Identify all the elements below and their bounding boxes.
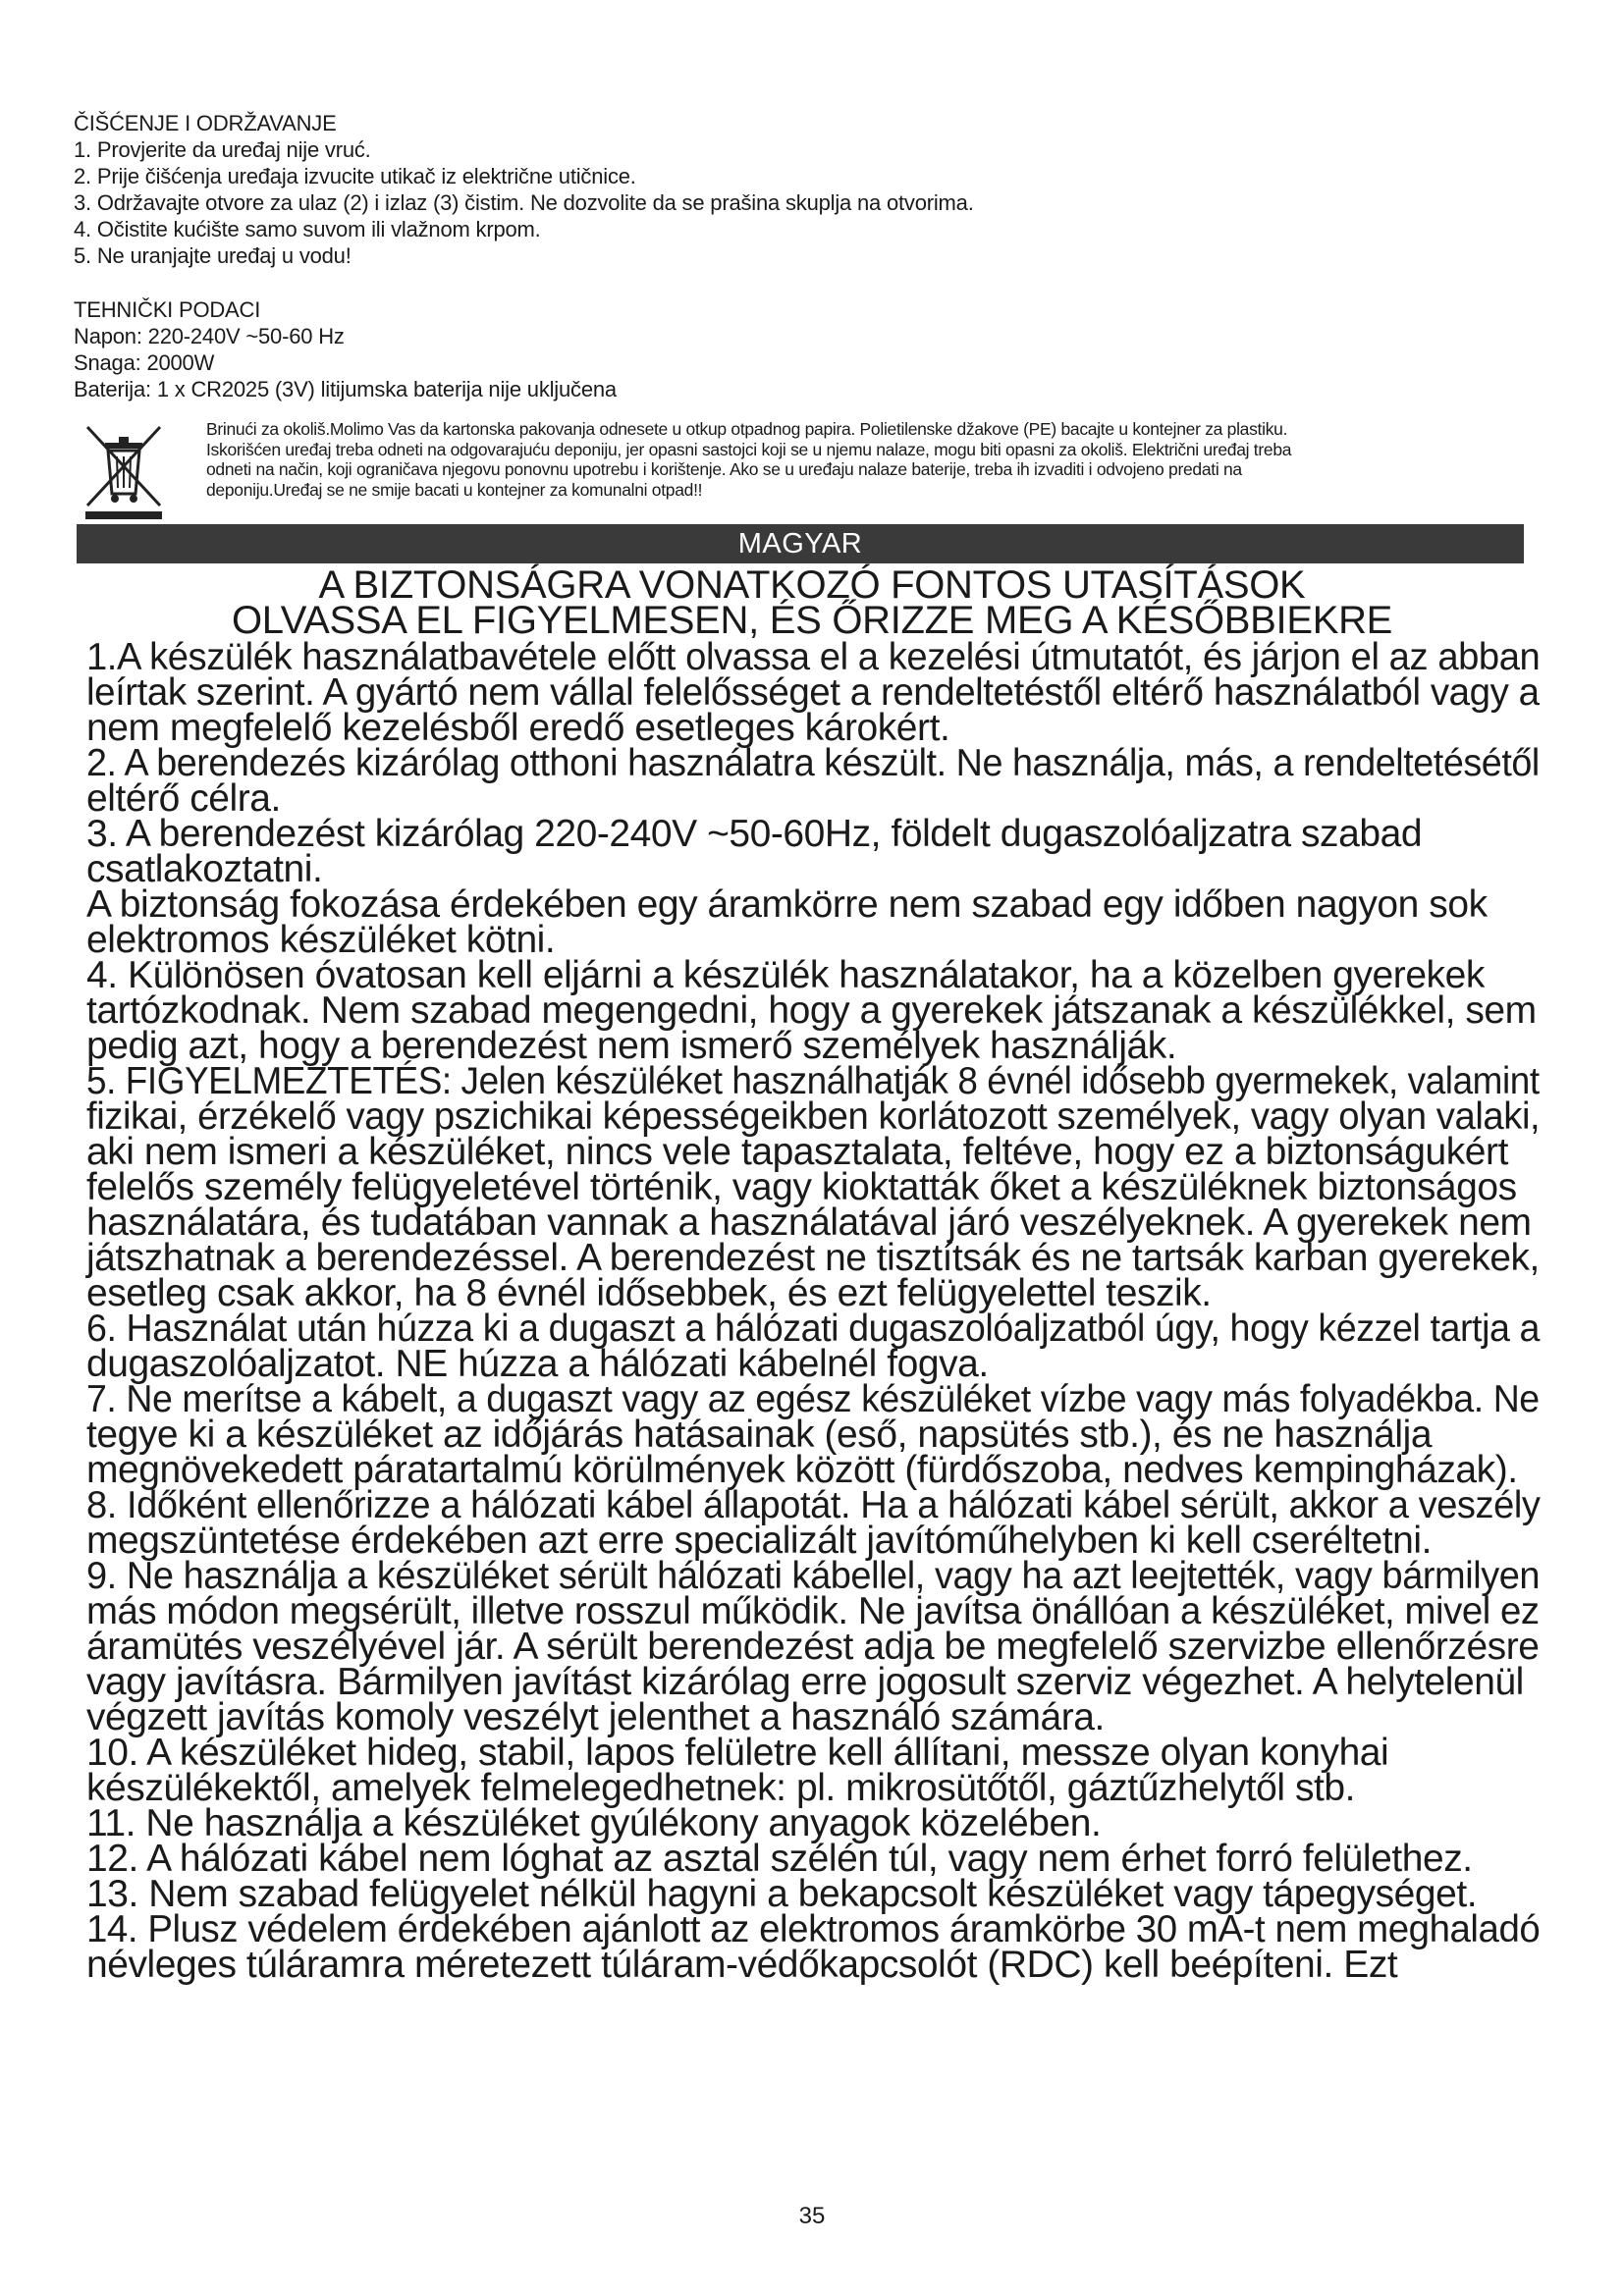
instruction-line: leírtak szerint. A gyártó nem vállal felelősséget a rendeltetéstől eltérő használatból vagy a bbox=[86, 671, 1540, 714]
page-number: 35 bbox=[798, 2203, 826, 2229]
instruction-line: más módon megsérült, illetve rosszul működik. Ne javítsa önállóan a készüléket, mivel ez bbox=[86, 1590, 1540, 1632]
instruction-line: használatára, és tudatában vannak a használatával járó veszélyeknek. A gyerekek nem bbox=[86, 1201, 1532, 1244]
instruction-line: 8. Időként ellenőrizze a hálózati kábel állapotát. Ha a hálózati kábel sérült, akkor a veszély bbox=[86, 1484, 1541, 1526]
instruction-line: aki nem ismeri a készüléket, nincs vele tapasztalata, feltéve, hogy ez a biztonságukért bbox=[86, 1131, 1508, 1173]
instruction-line: 10. A készüléket hideg, stabil, lapos felületre kell állítani, messze olyan konyhai bbox=[86, 1732, 1389, 1774]
language-header-bar: MAGYAR bbox=[77, 524, 1524, 563]
cleaning-line: 3. Održavajte otvore za ulaz (2) i izlaz (3) čistim. Ne dozvolite da se prašina skuplja na otvorima. bbox=[74, 190, 974, 215]
tech-line: Snaga: 2000W bbox=[74, 350, 215, 375]
instruction-line: tartózkodnak. Nem szabad megengedni, hogy a gyerekek játszanak a készülékkel, sem bbox=[86, 989, 1537, 1032]
instruction-line: A biztonság fokozása érdekében egy áramkörre nem szabad egy időben nagyon sok bbox=[86, 883, 1488, 926]
instruction-line: 3. A berendezést kizárólag 220-240V ~50-60Hz, földelt dugaszolóaljzatra szabad bbox=[86, 813, 1423, 855]
instruction-line: 12. A hálózati kábel nem lóghat az asztal szélén túl, vagy nem érhet forró felülethez. bbox=[86, 1838, 1473, 1880]
instruction-line: 4. Különösen óvatosan kell eljárni a készülék használatakor, ha a közelben gyerekek bbox=[86, 954, 1485, 996]
tech-line: Napon: 220-240V ~50-60 Hz bbox=[74, 324, 345, 348]
instruction-line: 9. Ne használja a készüléket sérült hálózati kábellel, vagy ha azt leejtették, vagy bármilyen bbox=[86, 1555, 1541, 1597]
instruction-line: esetleg csak akkor, ha 8 évnél idősebbek, és ezt felügyelettel teszik. bbox=[86, 1272, 1212, 1314]
tech-title: TEHNIČKI PODACI bbox=[74, 297, 261, 322]
cleaning-line: 4. Očistite kućište samo suvom ili vlažnom krpom. bbox=[74, 217, 541, 241]
instruction-line: végzett javítás komoly veszélyt jelenthet a használó számára. bbox=[86, 1696, 1105, 1738]
tech-line: Baterija: 1 x CR2025 (3V) litijumska baterija nije uključena bbox=[74, 377, 617, 401]
instruction-line: elektromos készüléket kötni. bbox=[86, 919, 556, 961]
instruction-line: 6. Használat után húzza ki a dugaszt a hálózati dugaszolóaljzatból úgy, hogy kézzel tartja a bbox=[86, 1308, 1541, 1350]
technical-data-section bbox=[74, 296, 1527, 402]
instruction-line: eltérő célra. bbox=[86, 777, 281, 820]
instruction-line: 11. Ne használja a készüléket gyúlékony anyagok közelében. bbox=[86, 1802, 1102, 1844]
instruction-line: csatlakoztatni. bbox=[86, 848, 323, 890]
instruction-line: megszüntetése érdekében azt erre specializált javítóműhelyben ki kell cseréltetni. bbox=[86, 1520, 1432, 1562]
instruction-line: 2. A berendezés kizárólag otthoni használatra készült. Ne használja, más, a rendeltetésétől bbox=[86, 742, 1540, 784]
instruction-line: 14. Plusz védelem érdekében ajánlott az elektromos áramkörbe 30 mA-t nem meghaladó bbox=[86, 1908, 1541, 1950]
instruction-line: megnövekedett páratartalmú körülmények között (fürdőszoba, nedves kempingházak). bbox=[86, 1449, 1518, 1491]
instruction-line: 5. FIGYELMEZTETÉS: Jelen készüléket használhatják 8 évnél idősebb gyermekek, valamint bbox=[86, 1060, 1540, 1102]
instruction-line: 13. Nem szabad felügyelet nélkül hagyni a bekapcsolt készüléket vagy tápegységet. bbox=[86, 1873, 1478, 1915]
cleaning-line: 5. Ne uranjajte uređaj u vodu! bbox=[74, 243, 352, 268]
instruction-line: játszhatnak a berendezéssel. A berendezést ne tisztítsák és ne tartsák karban gyerekek, bbox=[86, 1237, 1540, 1279]
instruction-line: vagy javításra. Bármilyen javítást kizárólag erre jogosult szerviz végezhet. A helytelenül bbox=[86, 1661, 1524, 1703]
cleaning-line: 1. Provjerite da uređaj nije vruć. bbox=[74, 137, 371, 162]
instruction-line: tegye ki a készüléket az időjárás hatásainak (eső, napsütés stb.), és ne használja bbox=[86, 1414, 1433, 1456]
instruction-line: pedig azt, hogy a berendezést nem ismerő személyek használják. bbox=[86, 1025, 1177, 1067]
safety-title bbox=[59, 563, 1565, 642]
disposal-line: Brinući za okoliš.Molimo Vas da kartonska pakovanja odnesete u otkup otpadnog papira. Polietilenske džakove (PE) bacajte u kontejner za plastiku. bbox=[206, 419, 1288, 439]
instruction-line: fizikai, érzékelő vagy pszichikai képességeikben korlátozott személyek, vagy olyan valaki, bbox=[86, 1095, 1541, 1138]
instruction-line: névleges túláramra méretezett túláram-védőkapcsolót (RDC) kell beépíteni. Ezt bbox=[86, 1944, 1398, 1986]
crossed-out-wheelie-bin-icon bbox=[80, 421, 168, 519]
disposal-line: Iskorišćen uređaj treba odneti na odgovarajuću deponiju, jer opasni sastojci koji se u njemu nalaze, mogu biti opasni za okoliš. Električni uređaj treba bbox=[206, 439, 1292, 459]
cleaning-line: 2. Prije čišćenja uređaja izvucite utikač iz električne utičnice. bbox=[74, 164, 636, 188]
instruction-line: áramütés veszélyével jár. A sérült berendezést adja be megfelelő szervizbe ellenőrzésre bbox=[86, 1626, 1540, 1668]
instruction-line: nem megfelelő kezelésből eredő esetleges károkért. bbox=[86, 707, 950, 749]
safety-title-line-2: OLVASSA EL FIGYELMESEN, ÉS ŐRIZZE MEG A KÉSŐBBIEKRE bbox=[231, 599, 1393, 642]
disposal-section bbox=[74, 417, 1527, 520]
instruction-line: dugaszolóaljzatot. NE húzza a hálózati kábelnél fogva. bbox=[86, 1343, 989, 1385]
instruction-line: felelős személy felügyeletével történik, vagy kioktatták őket a készüléknek biztonságos bbox=[86, 1166, 1517, 1208]
instruction-line: 7. Ne merítse a kábelt, a dugaszt vagy az egész készüléket vízbe vagy más folyadékba. Ne bbox=[86, 1378, 1540, 1420]
disposal-text bbox=[206, 419, 1527, 500]
cleaning-title: ČIŠĆENJE I ODRŽAVANJE bbox=[74, 111, 337, 135]
instruction-line: készülékektől, amelyek felmelegedhetnek: pl. mikrosütőtől, gáztűzhelytől stb. bbox=[86, 1767, 1356, 1809]
safety-instructions bbox=[86, 636, 1541, 1986]
disposal-line: odneti na način, koji ograničava njegovu ponovnu upotrebu i korištenje. Ako se u uređaju nalaze baterije, treba ih izvaditi i odvojeno predati na bbox=[206, 459, 1242, 479]
instruction-line: 1.A készülék használatbavétele előtt olvassa el a kezelési útmutatót, és járjon el az abban bbox=[86, 636, 1541, 678]
disposal-line: deponiju.Uređaj se ne smije bacati u kontejner za komunalni otpad!! bbox=[206, 479, 703, 500]
safety-title-line-1: A BIZTONSÁGRA VONATKOZÓ FONTOS UTASÍTÁSOK bbox=[318, 563, 1306, 607]
cleaning-section bbox=[74, 110, 1527, 269]
